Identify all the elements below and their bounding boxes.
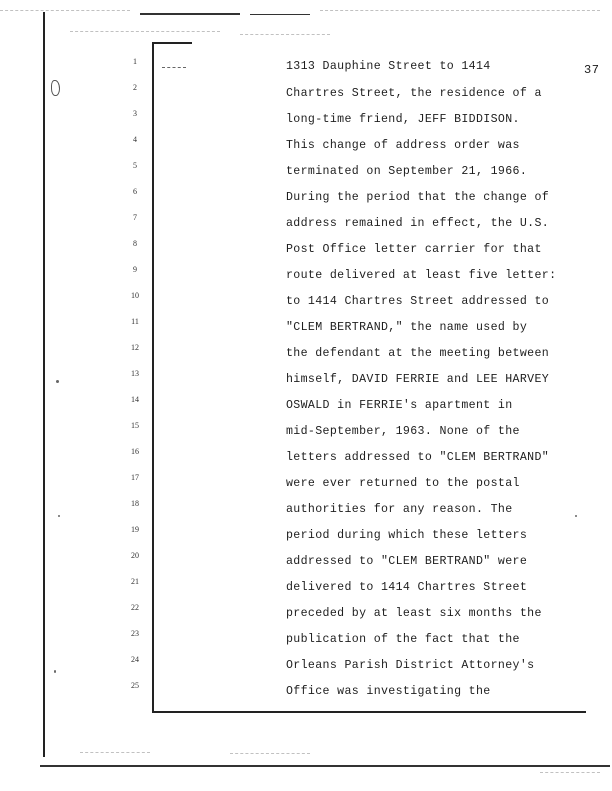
text-line: authorities for any reason. The	[286, 503, 513, 516]
text-line: period during which these letters	[286, 529, 528, 542]
line-number: 8	[133, 239, 137, 248]
line-number: 10	[131, 291, 139, 300]
text-line: Chartres Street, the residence of a	[286, 87, 542, 100]
text-line: mid-September, 1963. None of the	[286, 425, 520, 438]
line-number: 3	[133, 109, 137, 118]
text-line: Post Office letter carrier for that	[286, 243, 542, 256]
text-line: This change of address order was	[286, 139, 520, 152]
line-number: 1	[133, 57, 137, 66]
line-number: 11	[131, 317, 139, 326]
bottom-scan-rule	[40, 765, 610, 767]
line-number: 20	[131, 551, 139, 560]
text-line: OSWALD in FERRIE's apartment in	[286, 399, 513, 412]
text-line: 1313 Dauphine Street to 1414	[286, 60, 491, 73]
line-number: 15	[131, 421, 139, 430]
scan-speck	[54, 670, 56, 673]
text-line: delivered to 1414 Chartres Street	[286, 581, 528, 594]
text-line: long-time friend, JEFF BIDDISON.	[286, 113, 520, 126]
top-scan-noise-right	[320, 10, 600, 11]
text-line: During the period that the change of	[286, 191, 550, 204]
text-line: route delivered at least five letter:	[286, 269, 557, 282]
line-number: 9	[133, 265, 137, 274]
line-number: 25	[131, 681, 139, 690]
line-number: 22	[131, 603, 139, 612]
top-scan-rule	[140, 13, 240, 15]
bottom-scan-noise-right	[540, 772, 600, 773]
top-scan-noise-mid-right	[240, 34, 330, 35]
page-number: 37	[584, 63, 600, 77]
line-number: 19	[131, 525, 139, 534]
text-line: preceded by at least six months the	[286, 607, 542, 620]
text-line: terminated on September 21, 1966.	[286, 165, 528, 178]
line-number: 13	[131, 369, 139, 378]
margin-dash-mark	[162, 67, 186, 68]
text-line: were ever returned to the postal	[286, 477, 520, 490]
bottom-scan-noise	[80, 752, 150, 753]
text-line: Office was investigating the	[286, 685, 491, 698]
text-line: "CLEM BERTRAND," the name used by	[286, 321, 528, 334]
top-scan-noise	[0, 10, 130, 11]
hole-punch-mark	[51, 80, 60, 96]
line-number: 14	[131, 395, 139, 404]
line-number: 12	[131, 343, 139, 352]
text-line: publication of the fact that the	[286, 633, 520, 646]
line-number: 4	[133, 135, 137, 144]
left-margin-bar	[43, 12, 45, 757]
top-scan-rule-right	[250, 14, 310, 15]
line-number: 16	[131, 447, 139, 456]
line-number: 24	[131, 655, 139, 664]
line-number: 17	[131, 473, 139, 482]
line-number: 21	[131, 577, 139, 586]
text-line: the defendant at the meeting between	[286, 347, 550, 360]
line-number: 5	[133, 161, 137, 170]
line-number: 7	[133, 213, 137, 222]
line-number: 2	[133, 83, 137, 92]
line-number: 18	[131, 499, 139, 508]
text-line: addressed to "CLEM BERTRAND" were	[286, 555, 528, 568]
scan-speck	[58, 515, 60, 517]
text-line: address remained in effect, the U.S.	[286, 217, 550, 230]
scan-speck	[56, 380, 59, 383]
text-line: Orleans Parish District Attorney's	[286, 659, 535, 672]
text-line: himself, DAVID FERRIE and LEE HARVEY	[286, 373, 550, 386]
line-number: 6	[133, 187, 137, 196]
top-scan-noise-mid	[70, 31, 220, 32]
text-line: letters addressed to "CLEM BERTRAND"	[286, 451, 550, 464]
line-number: 23	[131, 629, 139, 638]
bottom-scan-noise-mid	[230, 753, 310, 754]
text-line: to 1414 Chartres Street addressed to	[286, 295, 550, 308]
